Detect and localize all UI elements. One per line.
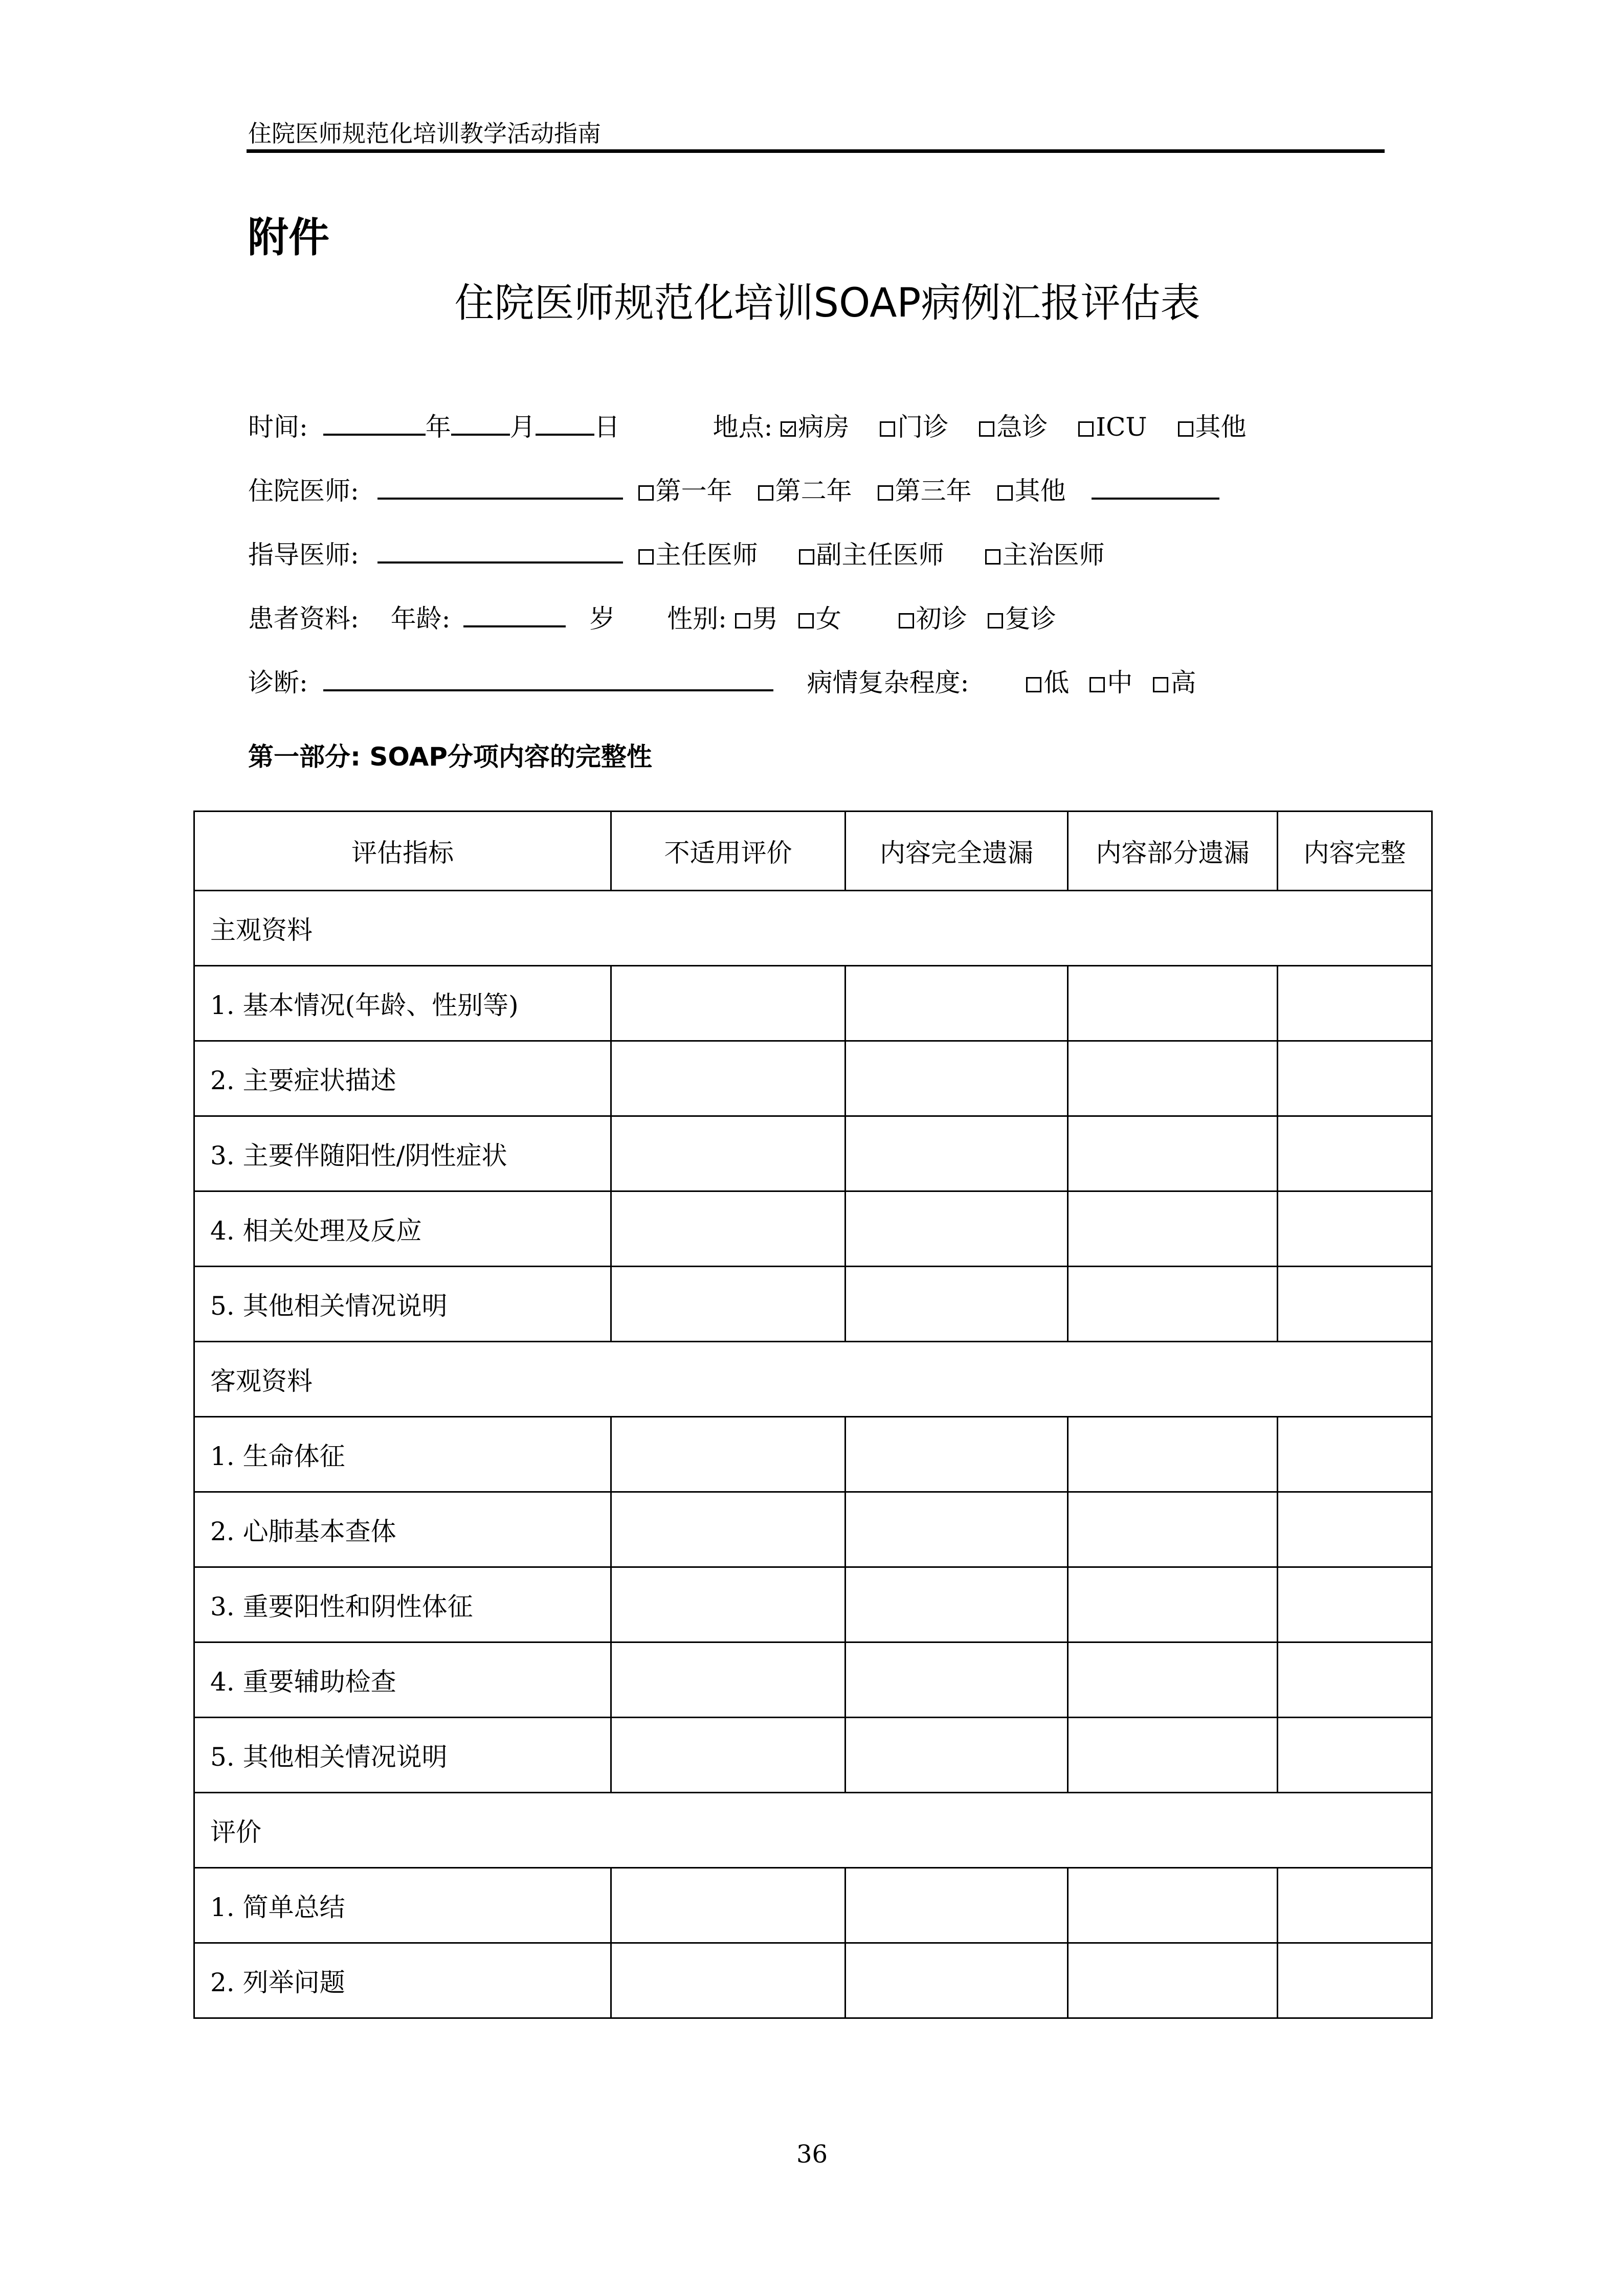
- rating-cell-complete[interactable]: [1278, 1492, 1432, 1567]
- rating-cell-complete[interactable]: [1278, 1642, 1432, 1718]
- rating-cell-complete[interactable]: [1278, 1943, 1432, 2018]
- rating-cell-not-applicable[interactable]: [611, 966, 846, 1041]
- table-row: [194, 1718, 1432, 1793]
- group-row: [194, 1342, 1432, 1417]
- group-label: 主观资料: [194, 891, 1432, 966]
- checkbox-icon[interactable]: [985, 549, 1000, 565]
- table-row: [194, 1267, 1432, 1342]
- month-unit: 月: [509, 412, 536, 442]
- month-field[interactable]: [451, 411, 510, 436]
- rating-cell-fully-omitted[interactable]: [846, 1718, 1068, 1793]
- option-label: 其他: [1195, 412, 1247, 442]
- header-not-applicable: 不适用评价: [611, 812, 846, 891]
- option-label: 女: [815, 604, 841, 634]
- rating-cell-complete[interactable]: [1278, 966, 1432, 1041]
- checkbox-icon[interactable]: [799, 549, 814, 565]
- checkbox-icon[interactable]: [880, 421, 895, 437]
- option-label: 其他: [1014, 476, 1066, 506]
- patient-label: 患者资料:: [248, 604, 359, 634]
- day-unit: 日: [594, 412, 620, 442]
- indicator-label: 1. 简单总结: [194, 1868, 611, 1943]
- rating-cell-partially-omitted[interactable]: [1068, 1718, 1278, 1793]
- section-title: 第一部分: SOAP分项内容的完整性: [248, 742, 652, 772]
- option-label: ICU: [1096, 412, 1147, 442]
- table-row: [194, 1642, 1432, 1718]
- option-label: 主任医师: [655, 540, 758, 570]
- option-cx-0[interactable]: [1026, 668, 1069, 697]
- rating-cell-not-applicable[interactable]: [611, 1642, 846, 1718]
- rating-cell-not-applicable[interactable]: [611, 1492, 846, 1567]
- rating-cell-fully-omitted[interactable]: [846, 1642, 1068, 1718]
- rating-cell-partially-omitted[interactable]: [1068, 1267, 1278, 1342]
- option-loc-0[interactable]: [781, 412, 849, 442]
- option-cx-2[interactable]: [1153, 668, 1196, 697]
- indicator-label: 3. 重要阳性和阴性体征: [194, 1567, 611, 1642]
- checkbox-icon[interactable]: [1153, 677, 1168, 692]
- checkbox-icon[interactable]: [1026, 677, 1041, 692]
- rating-cell-not-applicable[interactable]: [611, 1868, 846, 1943]
- diagnosis-row: [248, 665, 1216, 701]
- location-label: 地点:: [713, 412, 773, 442]
- checkbox-icon[interactable]: [638, 549, 654, 565]
- supervisor-row: [248, 537, 1146, 573]
- indicator-label: 5. 其他相关情况说明: [194, 1718, 611, 1793]
- checkbox-checked-icon[interactable]: [781, 421, 796, 437]
- indicator-label: 4. 相关处理及反应: [194, 1191, 611, 1267]
- rating-cell-partially-omitted[interactable]: [1068, 1417, 1278, 1492]
- table-row: [194, 1191, 1432, 1267]
- option-gender-0[interactable]: [735, 604, 778, 634]
- rating-cell-complete[interactable]: [1278, 1041, 1432, 1116]
- indicator-label: 1. 基本情况(年龄、性别等): [194, 966, 611, 1041]
- rating-cell-complete[interactable]: [1278, 1417, 1432, 1492]
- option-label: 病房: [798, 412, 850, 442]
- rating-cell-not-applicable[interactable]: [611, 1267, 846, 1342]
- year-field[interactable]: [323, 411, 426, 436]
- rating-cell-fully-omitted[interactable]: [846, 1417, 1068, 1492]
- header-indicator: 评估指标: [194, 812, 611, 891]
- rating-cell-partially-omitted[interactable]: [1068, 1492, 1278, 1567]
- checkbox-icon[interactable]: [878, 485, 893, 501]
- rating-cell-not-applicable[interactable]: [611, 1943, 846, 2018]
- rating-cell-not-applicable[interactable]: [611, 1116, 846, 1191]
- option-label: 中: [1107, 668, 1133, 697]
- option-visit-0[interactable]: [899, 604, 967, 634]
- resident-other-field[interactable]: [1092, 475, 1219, 500]
- time-location-row: [248, 409, 1277, 445]
- table-row: [194, 1567, 1432, 1642]
- header-complete: 内容完整: [1278, 812, 1432, 891]
- indicator-label: 1. 生命体征: [194, 1417, 611, 1492]
- form-title: 住院医师规范化培训SOAP病例汇报评估表: [454, 280, 1200, 326]
- complexity-label: 病情复杂程度:: [807, 668, 969, 697]
- rating-cell-partially-omitted[interactable]: [1068, 1642, 1278, 1718]
- option-label: 男: [752, 604, 778, 634]
- option-label: 第二年: [775, 476, 852, 506]
- attachment-label: 附件: [248, 214, 329, 261]
- option-sup-1[interactable]: [799, 540, 944, 570]
- option-res-3[interactable]: [997, 476, 1066, 506]
- rating-cell-partially-omitted[interactable]: [1068, 966, 1278, 1041]
- checkbox-icon[interactable]: [735, 613, 750, 628]
- supervisor-name-field[interactable]: [377, 539, 623, 564]
- option-label: 第一年: [655, 476, 732, 506]
- group-row: [194, 891, 1432, 966]
- resident-label: 住院医师:: [248, 476, 359, 506]
- day-field[interactable]: [536, 411, 594, 436]
- option-visit-1[interactable]: [988, 604, 1056, 634]
- option-label: 副主任医师: [816, 540, 944, 570]
- header-fully-omitted: 内容完全遗漏: [846, 812, 1068, 891]
- rating-cell-fully-omitted[interactable]: [846, 1191, 1068, 1267]
- checkbox-icon[interactable]: [1178, 421, 1193, 437]
- indicator-label: 3. 主要伴随阳性/阴性症状: [194, 1116, 611, 1191]
- rating-cell-fully-omitted[interactable]: [846, 1868, 1068, 1943]
- evaluation-table: [193, 811, 1433, 2019]
- age-unit: 岁: [589, 604, 615, 634]
- page-number: 36: [796, 2140, 828, 2169]
- diagnosis-label: 诊断:: [248, 668, 308, 697]
- rating-cell-fully-omitted[interactable]: [846, 966, 1068, 1041]
- resident-row: [248, 473, 1219, 509]
- rating-cell-complete[interactable]: [1278, 1116, 1432, 1191]
- option-sup-2[interactable]: [985, 540, 1105, 570]
- checkbox-icon[interactable]: [997, 485, 1013, 501]
- option-gender-1[interactable]: [798, 604, 841, 634]
- header-rule: [247, 149, 1385, 153]
- checkbox-icon[interactable]: [988, 613, 1003, 628]
- rating-cell-partially-omitted[interactable]: [1068, 1116, 1278, 1191]
- checkbox-icon[interactable]: [758, 485, 773, 501]
- option-label: 门诊: [897, 412, 949, 442]
- checkbox-icon[interactable]: [1078, 421, 1094, 437]
- table-row: [194, 1943, 1432, 2018]
- option-loc-3[interactable]: [1078, 412, 1147, 442]
- rating-cell-fully-omitted[interactable]: [846, 1267, 1068, 1342]
- rating-cell-complete[interactable]: [1278, 1267, 1432, 1342]
- checkbox-icon[interactable]: [798, 613, 814, 628]
- checkbox-icon[interactable]: [979, 421, 994, 437]
- rating-cell-partially-omitted[interactable]: [1068, 1191, 1278, 1267]
- rating-cell-partially-omitted[interactable]: [1068, 1041, 1278, 1116]
- option-res-2[interactable]: [878, 476, 972, 506]
- rating-cell-not-applicable[interactable]: [611, 1567, 846, 1642]
- checkbox-icon[interactable]: [899, 613, 914, 628]
- option-label: 第三年: [895, 476, 972, 506]
- group-label: 客观资料: [194, 1342, 1432, 1417]
- checkbox-icon[interactable]: [1089, 677, 1105, 692]
- table-row: [194, 966, 1432, 1041]
- rating-cell-fully-omitted[interactable]: [846, 1567, 1068, 1642]
- diagnosis-field[interactable]: [323, 667, 773, 691]
- patient-row: [248, 601, 1077, 637]
- option-loc-1[interactable]: [880, 412, 948, 442]
- table-header-row: [194, 812, 1432, 891]
- rating-cell-not-applicable[interactable]: [611, 1718, 846, 1793]
- option-res-0[interactable]: [638, 476, 732, 506]
- header-partially-omitted: 内容部分遗漏: [1068, 812, 1278, 891]
- rating-cell-complete[interactable]: [1278, 1868, 1432, 1943]
- rating-cell-fully-omitted[interactable]: [846, 1492, 1068, 1567]
- table-row: [194, 1041, 1432, 1116]
- rating-cell-fully-omitted[interactable]: [846, 1116, 1068, 1191]
- rating-cell-not-applicable[interactable]: [611, 1191, 846, 1267]
- indicator-label: 4. 重要辅助检查: [194, 1642, 611, 1718]
- option-loc-4[interactable]: [1178, 412, 1247, 442]
- age-field[interactable]: [463, 603, 566, 627]
- rating-cell-complete[interactable]: [1278, 1191, 1432, 1267]
- checkbox-icon[interactable]: [638, 485, 654, 501]
- age-label: 年龄:: [390, 604, 451, 634]
- option-label: 主治医师: [1002, 540, 1105, 570]
- option-label: 低: [1043, 668, 1070, 697]
- table-row: [194, 1492, 1432, 1567]
- option-res-1[interactable]: [758, 476, 852, 506]
- rating-cell-complete[interactable]: [1278, 1718, 1432, 1793]
- gender-label: 性别:: [667, 604, 727, 634]
- running-header: 住院医师规范化培训教学活动指南: [248, 120, 601, 147]
- rating-cell-partially-omitted[interactable]: [1068, 1943, 1278, 2018]
- table-row: [194, 1417, 1432, 1492]
- option-label: 初诊: [916, 604, 967, 634]
- indicator-label: 2. 主要症状描述: [194, 1041, 611, 1116]
- table-row: [194, 1868, 1432, 1943]
- option-cx-1[interactable]: [1089, 668, 1132, 697]
- option-label: 高: [1170, 668, 1196, 697]
- rating-cell-not-applicable[interactable]: [611, 1041, 846, 1116]
- indicator-label: 5. 其他相关情况说明: [194, 1267, 611, 1342]
- rating-cell-complete[interactable]: [1278, 1567, 1432, 1642]
- table-row: [194, 1116, 1432, 1191]
- indicator-label: 2. 列举问题: [194, 1943, 611, 2018]
- option-loc-2[interactable]: [979, 412, 1048, 442]
- option-sup-0[interactable]: [638, 540, 758, 570]
- rating-cell-partially-omitted[interactable]: [1068, 1567, 1278, 1642]
- indicator-label: 2. 心肺基本查体: [194, 1492, 611, 1567]
- option-label: 急诊: [996, 412, 1048, 442]
- rating-cell-fully-omitted[interactable]: [846, 1041, 1068, 1116]
- supervisor-label: 指导医师:: [248, 540, 359, 570]
- rating-cell-fully-omitted[interactable]: [846, 1943, 1068, 2018]
- option-label: 复诊: [1005, 604, 1056, 634]
- group-label: 评价: [194, 1793, 1432, 1868]
- group-row: [194, 1793, 1432, 1868]
- rating-cell-not-applicable[interactable]: [611, 1417, 846, 1492]
- rating-cell-partially-omitted[interactable]: [1068, 1868, 1278, 1943]
- time-label: 时间:: [248, 412, 308, 442]
- year-unit: 年: [425, 412, 451, 442]
- resident-name-field[interactable]: [377, 475, 623, 500]
